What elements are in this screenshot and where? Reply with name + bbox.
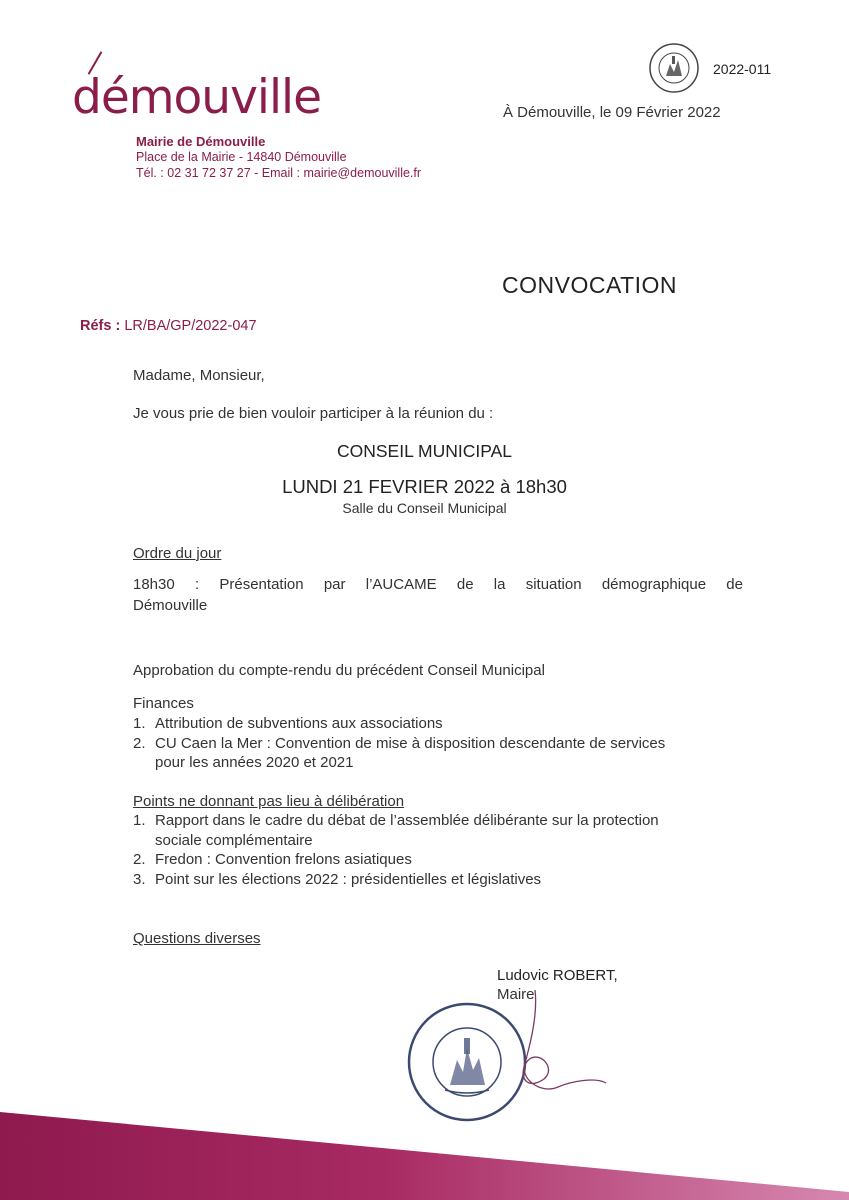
list-item	[133, 734, 665, 754]
finances-heading: Finances	[133, 695, 194, 712]
meeting-datetime: LUNDI 21 FEVRIER 2022 à 18h30	[282, 476, 567, 497]
municipality-logo	[72, 70, 321, 125]
mairie-contact: Tél. : 02 31 72 37 27 - Email : mairie@demouville.fr	[136, 166, 422, 180]
meeting-name: CONSEIL MUNICIPAL	[336, 441, 513, 461]
document-date: À Démouville, le 09 Février 2022	[503, 104, 721, 121]
document-title: CONVOCATION	[502, 272, 678, 298]
list-item	[133, 870, 659, 890]
refs-value: LR/BA/GP/2022-047	[124, 318, 257, 334]
list-item-continuation: sociale complémentaire	[155, 831, 313, 849]
points-list	[133, 811, 659, 889]
mairie-address: Place de la Mairie - 14840 Démouville	[136, 150, 347, 164]
signer-role: Maire	[497, 986, 535, 1003]
list-item-text: Rapport dans le cadre du débat de l’assemblée délibérante sur la protection	[155, 812, 659, 829]
refs-label: Réfs :	[80, 318, 121, 334]
list-item-number: 1.	[133, 812, 146, 829]
list-item-text: CU Caen la Mer : Convention de mise à disposition descendante de services	[155, 734, 666, 752]
list-item	[133, 714, 665, 734]
agenda-heading: Ordre du jour	[133, 545, 222, 562]
list-item-number: 3.	[133, 870, 146, 888]
logo-text: démouville	[72, 70, 321, 125]
misc-questions: Questions diverses	[133, 930, 261, 947]
list-item-number: 1.	[133, 715, 146, 732]
list-item	[133, 811, 659, 831]
finances-list	[133, 714, 665, 773]
mairie-name: Mairie de Démouville	[136, 134, 266, 149]
document-references	[80, 318, 257, 334]
agenda-presentation-line1: 18h30 : Présentation par l’AUCAME de la situation démographique de	[133, 576, 743, 593]
list-item-text: Fredon : Convention frelons asiatiques	[155, 851, 412, 868]
reference-number: 2022-011	[713, 61, 772, 77]
invitation-text: Je vous prie de bien vouloir participer à la réunion du :	[133, 405, 494, 422]
list-item-text: Point sur les élections 2022 : présidentielles et législatives	[155, 870, 542, 888]
decorative-footer-band	[0, 1070, 849, 1200]
meeting-place: Salle du Conseil Municipal	[342, 500, 507, 516]
signer-name: Ludovic ROBERT,	[497, 967, 618, 984]
list-item-number: 2.	[133, 734, 146, 752]
list-item-continuation: pour les années 2020 et 2021	[155, 754, 354, 771]
points-heading: Points ne donnant pas lieu à délibération	[133, 793, 405, 810]
agenda-approval: Approbation du compte-rendu du précédent Conseil Municipal	[133, 662, 545, 679]
list-item	[133, 850, 659, 870]
small-seal-stamp-icon	[648, 42, 700, 94]
list-item-text: Attribution de subventions aux associations	[155, 715, 443, 732]
salutation: Madame, Monsieur,	[133, 367, 265, 384]
list-item-number: 2.	[133, 851, 146, 868]
agenda-presentation-line2: Démouville	[133, 597, 208, 614]
